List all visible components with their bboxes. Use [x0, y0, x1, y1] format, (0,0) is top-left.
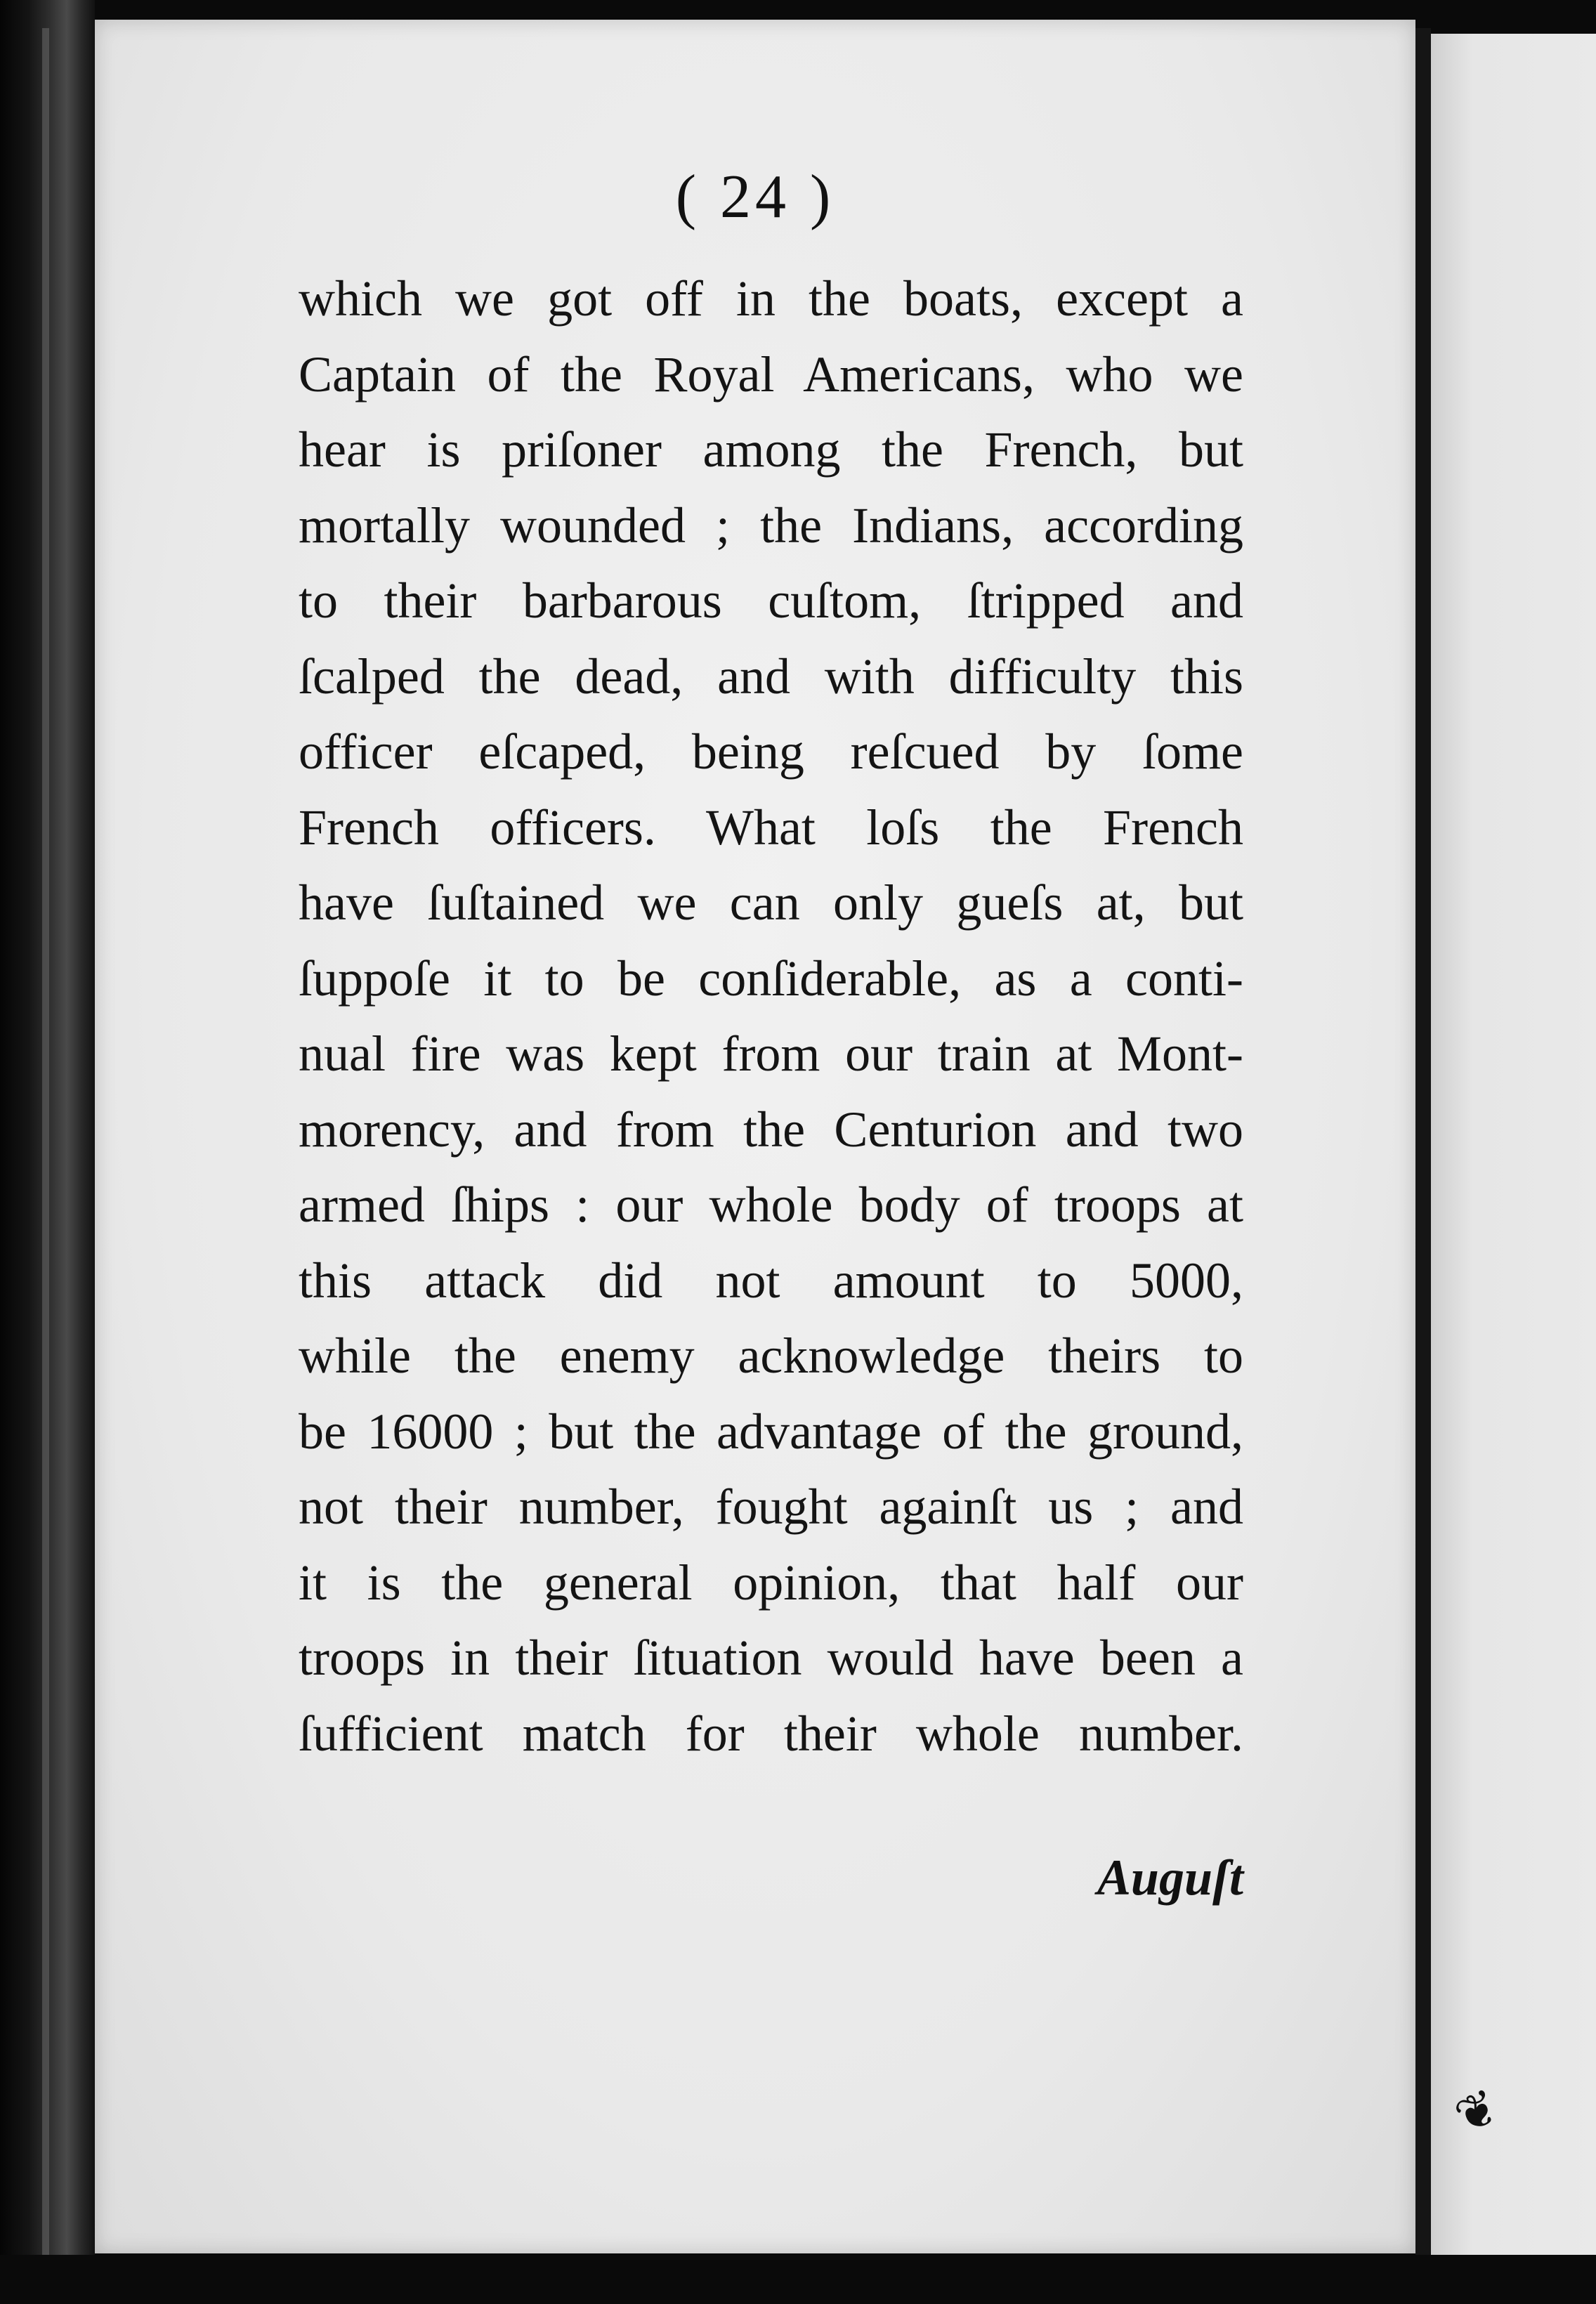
text-line: nual fire was kept from our train at Mont-: [299, 1026, 1243, 1082]
text-line: not their number, fought againſt us ; and: [299, 1479, 1243, 1535]
text-line: it is the general opinion, that half our: [299, 1554, 1243, 1611]
text-line: hear is priſoner among the French, but: [299, 421, 1243, 478]
facing-page-sliver: [1431, 34, 1596, 2274]
text-line: be 16000 ; but the advantage of the ground,: [299, 1403, 1243, 1460]
text-line: French officers. What loſs the French: [299, 799, 1243, 856]
page-stack-edge: [42, 28, 49, 2276]
text-line: while the enemy acknowledge theirs to: [299, 1328, 1243, 1384]
text-line: morency, and from the Centurion and two: [299, 1101, 1243, 1158]
catchword: Auguſt: [1097, 1850, 1243, 1906]
scan-bottom-border: [0, 2255, 1596, 2304]
body-text: [299, 261, 1243, 1772]
facing-page-mark: ❦: [1446, 2076, 1508, 2147]
text-line: armed ſhips : our whole body of troops at: [299, 1177, 1243, 1233]
text-line: mortally wounded ; the Indians, according: [299, 497, 1243, 554]
text-line: to their barbarous cuſtom, ſtripped and: [299, 572, 1243, 629]
text-line: which we got off in the boats, except a: [299, 270, 1243, 327]
text-line: Captain of the Royal Americans, who we: [299, 346, 1243, 402]
text-line: ſuppoſe it to be conſiderable, as a conti-: [299, 950, 1243, 1007]
text-line: ſufficient match for their whole number.: [299, 1705, 1243, 1762]
text-line: have ſuſtained we can only gueſs at, but: [299, 875, 1243, 931]
text-line: officer eſcaped, being reſcued by ſome: [299, 724, 1243, 780]
page-number: ( 24 ): [675, 163, 835, 231]
text-line: this attack did not amount to 5000,: [299, 1252, 1243, 1309]
text-line: troops in their ſituation would have been a: [299, 1630, 1243, 1686]
text-line: ſcalped the dead, and with difficulty this: [299, 648, 1243, 705]
page-fold-shadow: [1415, 28, 1431, 2276]
